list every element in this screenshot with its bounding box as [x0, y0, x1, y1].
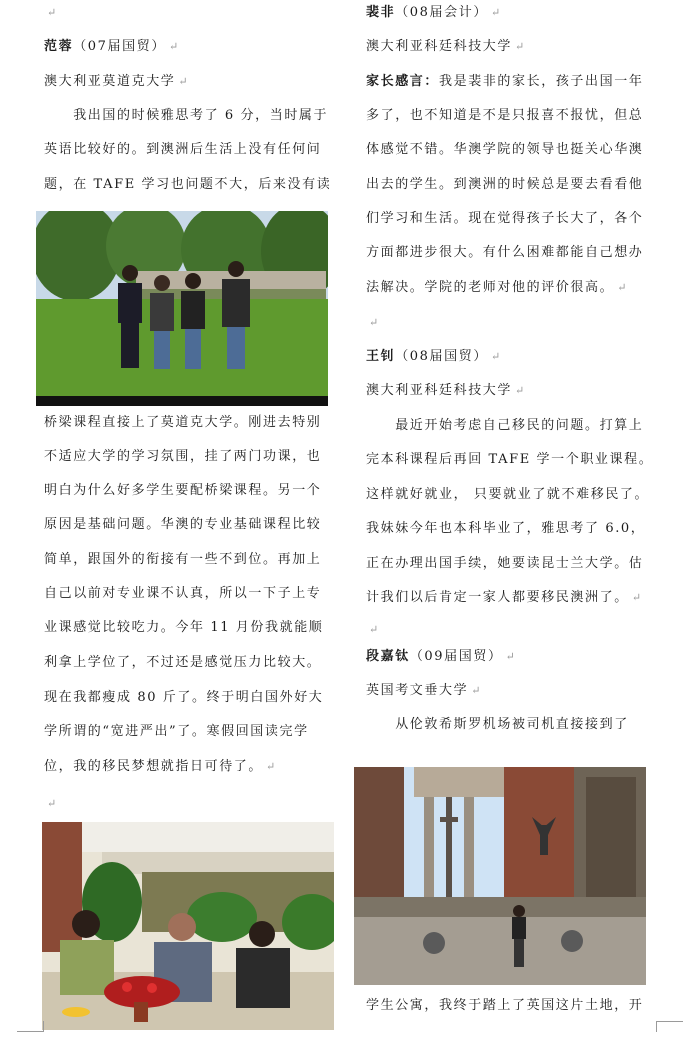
student-group-photo — [36, 211, 328, 406]
paragraph-line: 计我们以后肯定一家人都要移民澳洲了。 ↵ — [366, 590, 642, 605]
university-name: 澳大利亚莫道克大学 ↵ — [44, 74, 188, 89]
paragraph-line: 利拿上学位了，不过还是感觉压力比较大。 — [44, 655, 322, 670]
paragraph-line: 们学习和生活。现在觉得孩子长大了，各个 — [366, 211, 644, 226]
student-heading: 范蓉（07届国贸） ↵ — [44, 39, 179, 54]
university-name: 澳大利亚科廷科技大学 ↵ — [366, 383, 525, 398]
empty-paragraph: ↵ — [369, 623, 379, 636]
crop-mark — [17, 1021, 44, 1032]
paragraph-line: 完本科课程后再回 TAFE 学一个职业课程。 — [366, 452, 654, 467]
family-photo — [42, 822, 334, 1030]
paragraph-line: 学生公寓，我终于踏上了英国这片土地，开 — [366, 998, 644, 1013]
paragraph-line: 从伦敦希斯罗机场被司机直接接到了 — [366, 717, 629, 732]
paragraph-line: 现在我都瘦成 80 斤了。终于明白国外好大 — [44, 690, 324, 705]
paragraph-line: 自己以前对专业课不认真，所以一下子上专 — [44, 586, 322, 601]
paragraph-line: 明白为什么好多学生要配桥梁课程。另一个 — [44, 483, 322, 498]
empty-paragraph: ↵ — [47, 797, 57, 810]
paragraph-line: 学所谓的“宽进严出”了。寒假回国读完学 — [44, 724, 309, 739]
paragraph-line: 出去的学生。到澳洲的时候总是要去看看他 — [366, 177, 644, 192]
paragraph-line: 位，我的移民梦想就指日可待了。 ↵ — [44, 759, 276, 774]
student-heading: 裴非（08届会计） ↵ — [366, 5, 501, 20]
empty-paragraph: ↵ — [369, 316, 379, 329]
paragraph-line: 英语比较好的。到澳洲后生活上没有任何问 — [44, 142, 322, 157]
paragraph-line: 题，在 TAFE 学习也问题不大，后来没有读 — [44, 177, 332, 192]
student-heading: 段嘉钛（09届国贸） ↵ — [366, 649, 515, 664]
paragraph-line: 正在办理出国手续，她要读昆士兰大学。估 — [366, 556, 644, 571]
photo-graphic — [36, 211, 328, 406]
photo-graphic — [354, 767, 646, 985]
empty-paragraph: ↵ — [47, 6, 57, 19]
student-heading: 王钊（08届国贸） ↵ — [366, 349, 501, 364]
paragraph-line: 不适应大学的学习氛围，挂了两门功课，也 — [44, 449, 322, 464]
paragraph-line: 简单，跟国外的衔接有一些不到位。再加上 — [44, 552, 322, 567]
university-name: 英国考文垂大学 ↵ — [366, 683, 481, 698]
university-name: 澳大利亚科廷科技大学 ↵ — [366, 39, 525, 54]
crop-mark — [656, 1021, 683, 1032]
paragraph-line: 最近开始考虑自己移民的问题。打算上 — [366, 418, 644, 433]
paragraph-line: 方面都进步很大。有什么困难都能自己想办 — [366, 245, 644, 260]
photo-graphic — [42, 822, 334, 1030]
paragraph-line: 家长感言：我是裴非的家长，孩子出国一年 — [366, 74, 644, 89]
paragraph-line: 我妹妹今年也本科毕业了，雅思考了 6.0， — [366, 521, 646, 536]
paragraph-line: 原因是基础问题。华澳的专业基础课程比较 — [44, 517, 322, 532]
paragraph-line: 这样就好就业， 只要就业了就不难移民了。 — [366, 487, 650, 502]
paragraph-line: 桥梁课程直接上了莫道克大学。刚进去特别 — [44, 415, 322, 430]
paragraph-line: 业课感觉比较吃力。今年 11 月份我就能顺 — [44, 620, 324, 635]
paragraph-line: 体感觉不错。华澳学院的领导也挺关心华澳 — [366, 142, 644, 157]
cathedral-photo — [354, 767, 646, 985]
paragraph-line: 法解决。学院的老师对他的评价很高。 ↵ — [366, 280, 627, 295]
paragraph-line: 多了，也不知道是不是只报喜不报忧，但总 — [366, 108, 644, 123]
paragraph-line: 我出国的时候雅思考了 6 分，当时属于 — [44, 108, 329, 123]
